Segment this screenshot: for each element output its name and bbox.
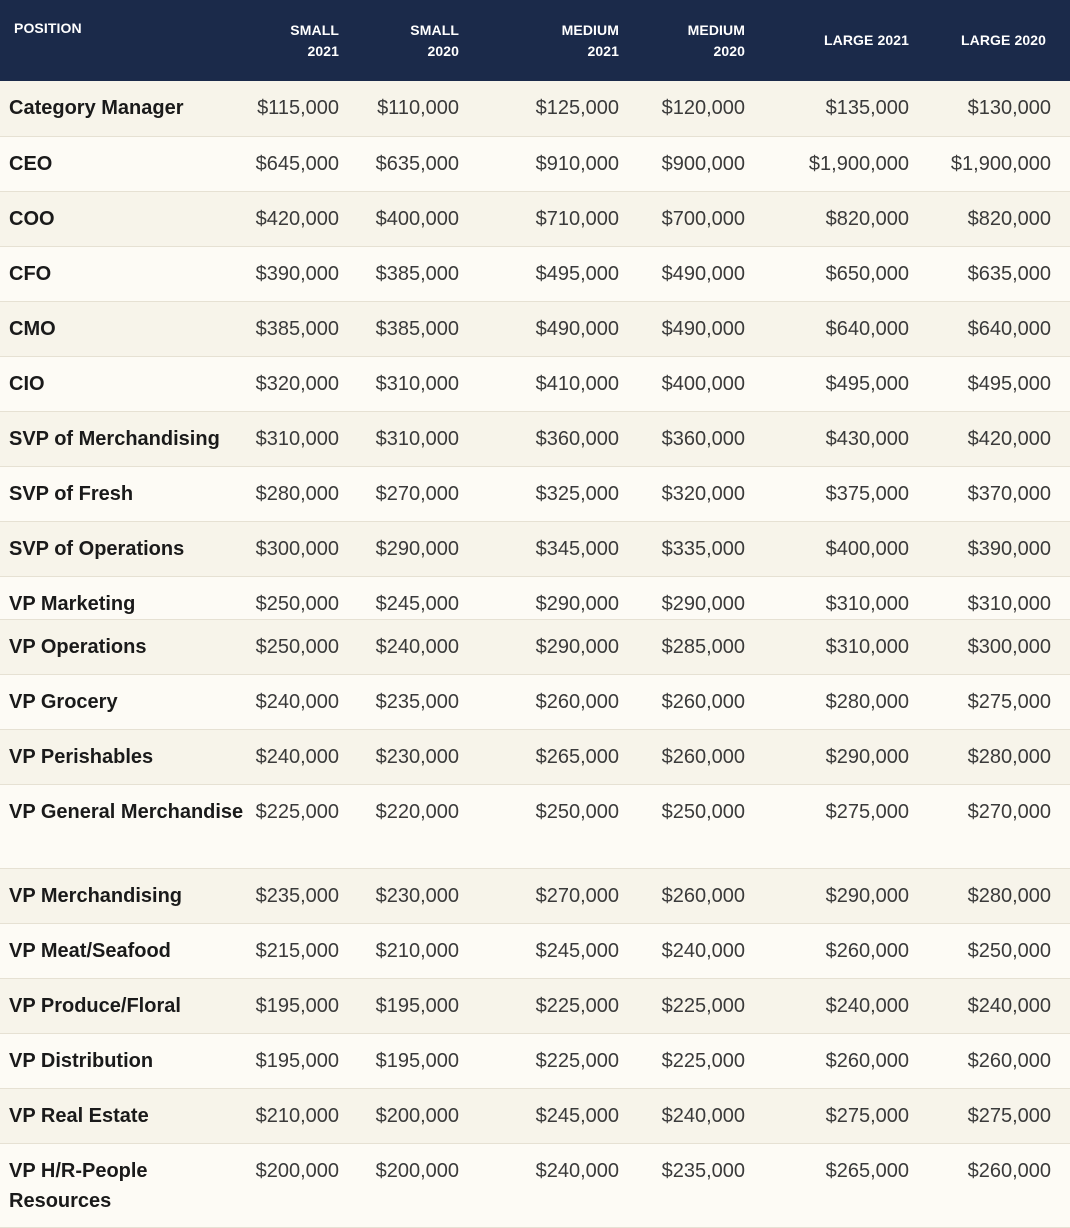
- salary-cell: $290,000: [357, 521, 477, 576]
- salary-cell: $490,000: [637, 246, 763, 301]
- position-cell: VP Grocery: [0, 674, 245, 729]
- salary-cell: $310,000: [357, 411, 477, 466]
- salary-cell: $270,000: [927, 784, 1070, 868]
- salary-cell: $280,000: [245, 466, 357, 521]
- header-large-2021: LARGE 2021: [823, 32, 909, 48]
- salary-cell: $280,000: [763, 674, 927, 729]
- salary-cell: $195,000: [357, 1033, 477, 1088]
- position-cell: CIO: [0, 356, 245, 411]
- header-small-2021: SMALL 2021: [290, 21, 339, 59]
- salary-cell: $640,000: [763, 301, 927, 356]
- table-row: [0, 411, 1070, 466]
- position-cell: VP Merchandising: [0, 868, 245, 923]
- salary-cell: $325,000: [477, 466, 637, 521]
- salary-cell: $1,900,000: [763, 136, 927, 191]
- position-cell: VP General Merchandise: [0, 784, 245, 868]
- salary-cell: $400,000: [763, 521, 927, 576]
- salary-cell: $225,000: [245, 784, 357, 868]
- salary-cell: $290,000: [763, 729, 927, 784]
- header-row: [0, 0, 1070, 81]
- salary-cell: $225,000: [477, 1033, 637, 1088]
- salary-cell: $250,000: [245, 576, 357, 619]
- salary-cell: $245,000: [477, 1088, 637, 1143]
- salary-cell: $650,000: [763, 246, 927, 301]
- position-cell: VP H/R-People Resources: [0, 1143, 245, 1227]
- salary-cell: $195,000: [245, 978, 357, 1033]
- salary-cell: $280,000: [927, 729, 1070, 784]
- salary-cell: $115,000: [245, 81, 357, 136]
- salary-cell: $635,000: [927, 246, 1070, 301]
- salary-cell: $820,000: [763, 191, 927, 246]
- salary-cell: $275,000: [927, 674, 1070, 729]
- salary-cell: $275,000: [763, 1088, 927, 1143]
- salary-cell: $385,000: [357, 246, 477, 301]
- salary-cell: $700,000: [637, 191, 763, 246]
- header-large-2020: LARGE 2020: [960, 32, 1046, 48]
- salary-cell: $360,000: [477, 411, 637, 466]
- salary-cell: $320,000: [245, 356, 357, 411]
- salary-cell: $260,000: [637, 729, 763, 784]
- salary-cell: $225,000: [637, 1033, 763, 1088]
- position-cell: SVP of Operations: [0, 521, 245, 576]
- salary-cell: $310,000: [245, 411, 357, 466]
- salary-cell: $200,000: [357, 1143, 477, 1227]
- table-body: [0, 81, 1070, 1227]
- salary-cell: $220,000: [357, 784, 477, 868]
- salary-cell: $210,000: [357, 923, 477, 978]
- salary-cell: $400,000: [637, 356, 763, 411]
- salary-cell: $250,000: [245, 619, 357, 674]
- salary-cell: $820,000: [927, 191, 1070, 246]
- salary-cell: $495,000: [763, 356, 927, 411]
- salary-cell: $335,000: [637, 521, 763, 576]
- table-row: [0, 466, 1070, 521]
- salary-cell: $240,000: [763, 978, 927, 1033]
- salary-cell: $230,000: [357, 868, 477, 923]
- salary-cell: $420,000: [927, 411, 1070, 466]
- salary-cell: $135,000: [763, 81, 927, 136]
- salary-cell: $390,000: [245, 246, 357, 301]
- salary-cell: $240,000: [245, 674, 357, 729]
- table-row: [0, 81, 1070, 136]
- salary-cell: $280,000: [927, 868, 1070, 923]
- salary-cell: $235,000: [637, 1143, 763, 1227]
- salary-cell: $635,000: [357, 136, 477, 191]
- position-cell: VP Operations: [0, 619, 245, 674]
- salary-cell: $275,000: [927, 1088, 1070, 1143]
- table-row: [0, 576, 1070, 619]
- salary-cell: $240,000: [245, 729, 357, 784]
- salary-cell: $235,000: [357, 674, 477, 729]
- salary-cell: $385,000: [357, 301, 477, 356]
- salary-cell: $200,000: [245, 1143, 357, 1227]
- salary-cell: $240,000: [477, 1143, 637, 1227]
- table-row: [0, 1033, 1070, 1088]
- salary-cell: $215,000: [245, 923, 357, 978]
- salary-cell: $270,000: [357, 466, 477, 521]
- table-row: [0, 868, 1070, 923]
- salary-cell: $290,000: [477, 619, 637, 674]
- salary-cell: $400,000: [357, 191, 477, 246]
- salary-cell: $900,000: [637, 136, 763, 191]
- salary-cell: $290,000: [763, 868, 927, 923]
- salary-cell: $240,000: [357, 619, 477, 674]
- salary-cell: $235,000: [245, 868, 357, 923]
- position-cell: VP Real Estate: [0, 1088, 245, 1143]
- salary-cell: $240,000: [637, 1088, 763, 1143]
- header-small-2020: SMALL 2020: [410, 21, 459, 59]
- salary-cell: $130,000: [927, 81, 1070, 136]
- position-cell: VP Produce/Floral: [0, 978, 245, 1033]
- table-row: [0, 923, 1070, 978]
- salary-cell: $710,000: [477, 191, 637, 246]
- table-row: [0, 191, 1070, 246]
- salary-cell: $250,000: [637, 784, 763, 868]
- salary-cell: $265,000: [477, 729, 637, 784]
- salary-cell: $345,000: [477, 521, 637, 576]
- position-cell: Category Manager: [0, 81, 245, 136]
- salary-cell: $375,000: [763, 466, 927, 521]
- table-row: [0, 301, 1070, 356]
- salary-cell: $495,000: [927, 356, 1070, 411]
- salary-cell: $275,000: [763, 784, 927, 868]
- salary-cell: $420,000: [245, 191, 357, 246]
- salary-cell: $245,000: [357, 576, 477, 619]
- header-medium-2021: MEDIUM 2021: [561, 21, 619, 59]
- salary-cell: $390,000: [927, 521, 1070, 576]
- salary-cell: $490,000: [477, 301, 637, 356]
- salary-cell: $260,000: [927, 1033, 1070, 1088]
- salary-cell: $260,000: [637, 868, 763, 923]
- position-cell: VP Distribution: [0, 1033, 245, 1088]
- salary-cell: $195,000: [357, 978, 477, 1033]
- salary-cell: $260,000: [477, 674, 637, 729]
- salary-cell: $495,000: [477, 246, 637, 301]
- position-cell: SVP of Fresh: [0, 466, 245, 521]
- table-header: [0, 0, 1070, 81]
- salary-cell: $245,000: [477, 923, 637, 978]
- salary-cell: $290,000: [477, 576, 637, 619]
- table-row: [0, 521, 1070, 576]
- salary-cell: $230,000: [357, 729, 477, 784]
- salary-cell: $430,000: [763, 411, 927, 466]
- salary-cell: $270,000: [477, 868, 637, 923]
- salary-cell: $640,000: [927, 301, 1070, 356]
- salary-cell: $240,000: [637, 923, 763, 978]
- salary-cell: $290,000: [637, 576, 763, 619]
- salary-cell: $910,000: [477, 136, 637, 191]
- salary-cell: $410,000: [477, 356, 637, 411]
- salary-cell: $385,000: [245, 301, 357, 356]
- position-cell: VP Perishables: [0, 729, 245, 784]
- salary-cell: $320,000: [637, 466, 763, 521]
- position-cell: SVP of Merchandising: [0, 411, 245, 466]
- table-row: [0, 784, 1070, 868]
- salary-cell: $250,000: [477, 784, 637, 868]
- salary-cell: $360,000: [637, 411, 763, 466]
- salary-cell: $125,000: [477, 81, 637, 136]
- salary-cell: $310,000: [927, 576, 1070, 619]
- position-cell: VP Marketing: [0, 576, 245, 619]
- position-cell: VP Meat/Seafood: [0, 923, 245, 978]
- position-cell: CEO: [0, 136, 245, 191]
- salary-cell: $310,000: [763, 576, 927, 619]
- table-row: [0, 729, 1070, 784]
- salary-cell: $250,000: [927, 923, 1070, 978]
- salary-cell: $300,000: [245, 521, 357, 576]
- header-position: POSITION: [14, 20, 82, 36]
- table-row: [0, 619, 1070, 674]
- table-row: [0, 1088, 1070, 1143]
- table-row: [0, 674, 1070, 729]
- salary-cell: $210,000: [245, 1088, 357, 1143]
- salary-cell: $260,000: [763, 923, 927, 978]
- position-cell: CMO: [0, 301, 245, 356]
- table-row: [0, 978, 1070, 1033]
- position-cell: CFO: [0, 246, 245, 301]
- salary-cell: $225,000: [637, 978, 763, 1033]
- salary-cell: $195,000: [245, 1033, 357, 1088]
- salary-cell: $260,000: [927, 1143, 1070, 1227]
- table-row: [0, 246, 1070, 301]
- salary-cell: $260,000: [637, 674, 763, 729]
- salary-cell: $310,000: [357, 356, 477, 411]
- salary-cell: $645,000: [245, 136, 357, 191]
- salary-cell: $265,000: [763, 1143, 927, 1227]
- salary-cell: $120,000: [637, 81, 763, 136]
- table-row: [0, 136, 1070, 191]
- salary-cell: $285,000: [637, 619, 763, 674]
- salary-cell: $110,000: [357, 81, 477, 136]
- salary-cell: $225,000: [477, 978, 637, 1033]
- header-medium-2020: MEDIUM 2020: [687, 21, 745, 59]
- salary-cell: $260,000: [763, 1033, 927, 1088]
- salary-cell: $490,000: [637, 301, 763, 356]
- salary-cell: $300,000: [927, 619, 1070, 674]
- table-row: [0, 1143, 1070, 1227]
- position-cell: COO: [0, 191, 245, 246]
- salary-cell: $1,900,000: [927, 136, 1070, 191]
- salary-cell: $240,000: [927, 978, 1070, 1033]
- salary-cell: $370,000: [927, 466, 1070, 521]
- salary-cell: $310,000: [763, 619, 927, 674]
- salary-cell: $200,000: [357, 1088, 477, 1143]
- table-row: [0, 356, 1070, 411]
